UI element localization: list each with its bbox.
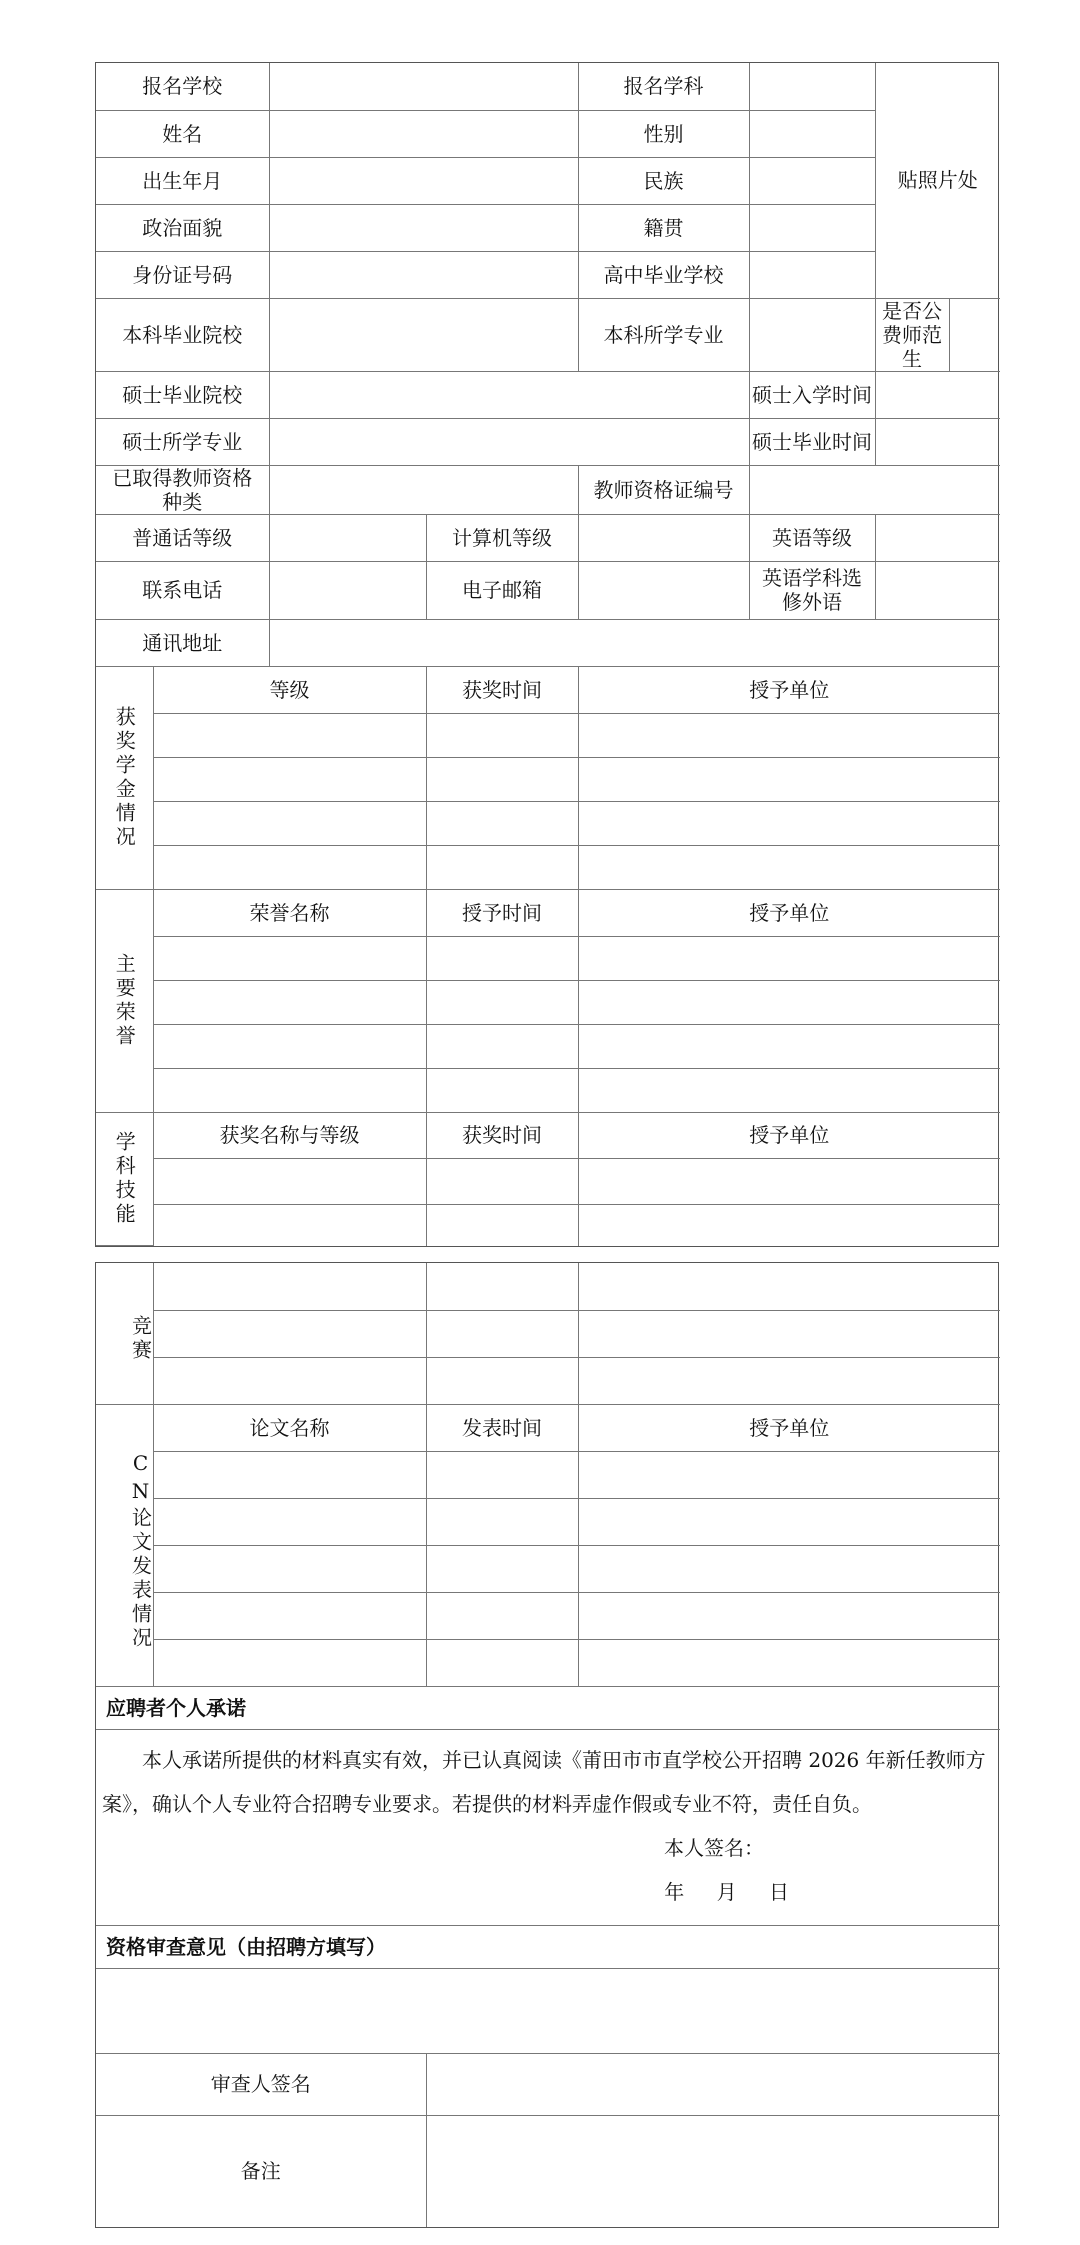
scholarship-cell[interactable] bbox=[426, 713, 578, 757]
high-school-field[interactable] bbox=[749, 251, 875, 298]
competition-cell[interactable] bbox=[578, 1263, 1000, 1310]
competition-cell[interactable] bbox=[426, 1204, 578, 1246]
apply-subject-field[interactable] bbox=[749, 63, 875, 110]
honors-cell[interactable] bbox=[578, 1068, 1000, 1112]
honors-cell[interactable] bbox=[426, 1024, 578, 1068]
reviewer-label-cell bbox=[96, 2053, 426, 2115]
papers-cell[interactable] bbox=[578, 1545, 1000, 1592]
papers-cell[interactable] bbox=[153, 1451, 426, 1498]
papers-cell[interactable] bbox=[578, 1498, 1000, 1545]
competition-section-label: 学科技能 bbox=[96, 1112, 153, 1246]
scholarship-cell[interactable] bbox=[578, 801, 1000, 845]
email-field[interactable] bbox=[578, 561, 749, 619]
competition-cell[interactable] bbox=[426, 1263, 578, 1310]
english-label: 英语等级 bbox=[749, 514, 875, 561]
teacher-cert-no-field[interactable] bbox=[749, 465, 1000, 514]
review-opinion-field[interactable] bbox=[96, 1968, 1000, 2053]
birth-label: 出生年月 bbox=[96, 157, 269, 204]
pledge-date: 年 月 日 bbox=[664, 1879, 789, 1904]
honors-section-label: 主要荣誉 bbox=[96, 889, 153, 1112]
papers-cell[interactable] bbox=[153, 1498, 426, 1545]
ethnicity-field[interactable] bbox=[749, 157, 875, 204]
apply-school-label: 报名学校 bbox=[96, 63, 269, 110]
competition-cell[interactable] bbox=[578, 1310, 1000, 1357]
scholarship-cell[interactable] bbox=[578, 713, 1000, 757]
papers-section-label: CN论文发表情况 bbox=[96, 1404, 153, 1686]
honors-cell[interactable] bbox=[153, 1068, 426, 1112]
name-field[interactable] bbox=[269, 110, 578, 157]
honors-cell[interactable] bbox=[153, 980, 426, 1024]
reviewer-signature-field[interactable] bbox=[426, 2053, 1000, 2115]
form-sheet-2 bbox=[95, 1262, 999, 2228]
bachelor-school-label: 本科毕业院校 bbox=[96, 298, 269, 371]
scholarship-header-unit: 授予单位 bbox=[578, 666, 1000, 713]
honors-header-time: 授予时间 bbox=[426, 889, 578, 936]
papers-cell[interactable] bbox=[153, 1545, 426, 1592]
political-field[interactable] bbox=[269, 204, 578, 251]
registration-table-part1 bbox=[96, 63, 1000, 1246]
computer-field[interactable] bbox=[578, 514, 749, 561]
papers-cell[interactable] bbox=[578, 1639, 1000, 1686]
competition-cell[interactable] bbox=[578, 1204, 1000, 1246]
honors-cell[interactable] bbox=[426, 1068, 578, 1112]
competition-cell[interactable] bbox=[426, 1310, 578, 1357]
papers-header-time: 发表时间 bbox=[426, 1404, 578, 1451]
competition-cell[interactable] bbox=[153, 1310, 426, 1357]
papers-header-title: 论文名称 bbox=[153, 1404, 426, 1451]
papers-cell[interactable] bbox=[426, 1451, 578, 1498]
english-major-field[interactable] bbox=[875, 561, 1000, 619]
competition-cell[interactable] bbox=[153, 1263, 426, 1310]
apply-subject-label: 报名学科 bbox=[578, 63, 749, 110]
remarks-field[interactable] bbox=[426, 2115, 1000, 2227]
honors-header-unit: 授予单位 bbox=[578, 889, 1000, 936]
pledge-signature: 本人签名： bbox=[664, 1835, 764, 1860]
high-school-label: 高中毕业学校 bbox=[578, 251, 749, 298]
registration-table-part2 bbox=[96, 1263, 1000, 2227]
papers-cell[interactable] bbox=[153, 1592, 426, 1639]
honors-cell[interactable] bbox=[578, 1024, 1000, 1068]
master-entry-field[interactable] bbox=[875, 371, 1000, 418]
remarks-label: 备注 bbox=[240, 2159, 281, 2184]
master-major-label: 硕士所学专业 bbox=[96, 418, 269, 465]
papers-cell[interactable] bbox=[426, 1639, 578, 1686]
scholarship-section-label: 获奖学金情况 bbox=[96, 666, 153, 889]
email-label: 电子邮箱 bbox=[426, 561, 578, 619]
address-label: 通讯地址 bbox=[96, 619, 269, 666]
scholarship-cell[interactable] bbox=[578, 845, 1000, 889]
competition-header-name: 获奖名称与等级 bbox=[153, 1112, 426, 1158]
honors-cell[interactable] bbox=[578, 980, 1000, 1024]
competition-cell[interactable] bbox=[578, 1158, 1000, 1204]
name-label: 姓名 bbox=[96, 110, 269, 157]
master-school-label: 硕士毕业院校 bbox=[96, 371, 269, 418]
scholarship-cell[interactable] bbox=[153, 757, 426, 801]
honors-cell[interactable] bbox=[426, 980, 578, 1024]
honors-cell[interactable] bbox=[578, 936, 1000, 980]
bachelor-major-field[interactable] bbox=[749, 298, 875, 371]
papers-cell[interactable] bbox=[426, 1592, 578, 1639]
competition-cell[interactable] bbox=[153, 1357, 426, 1404]
master-major-field[interactable] bbox=[269, 418, 749, 465]
origin-label: 籍贯 bbox=[578, 204, 749, 251]
scholarship-cell[interactable] bbox=[578, 757, 1000, 801]
ethnicity-label: 民族 bbox=[578, 157, 749, 204]
bachelor-major-label: 本科所学专业 bbox=[578, 298, 749, 371]
competition-section-label-cont: 竞赛 bbox=[96, 1263, 153, 1404]
computer-label: 计算机等级 bbox=[426, 514, 578, 561]
english-major-label: 英语学科选修外语 bbox=[749, 561, 875, 619]
master-grad-field[interactable] bbox=[875, 418, 1000, 465]
papers-cell[interactable] bbox=[153, 1639, 426, 1686]
papers-header-unit: 授予单位 bbox=[578, 1404, 1000, 1451]
papers-cell[interactable] bbox=[578, 1592, 1000, 1639]
master-grad-label: 硕士毕业时间 bbox=[749, 418, 875, 465]
political-label: 政治面貌 bbox=[96, 204, 269, 251]
birth-field[interactable] bbox=[269, 157, 578, 204]
free-normal-label: 是否公费师范生 bbox=[875, 298, 949, 371]
free-normal-field[interactable] bbox=[949, 298, 1000, 371]
papers-cell[interactable] bbox=[578, 1451, 1000, 1498]
phone-field[interactable] bbox=[269, 561, 426, 619]
remarks-label-cell bbox=[96, 2115, 426, 2227]
honors-cell[interactable] bbox=[153, 1024, 426, 1068]
competition-cell[interactable] bbox=[578, 1357, 1000, 1404]
reviewer-label: 审查人签名 bbox=[210, 2072, 311, 2096]
honors-header-name: 荣誉名称 bbox=[153, 889, 426, 936]
review-title: 资格审查意见（由招聘方填写） bbox=[96, 1925, 1000, 1968]
papers-cell[interactable] bbox=[426, 1545, 578, 1592]
bachelor-school-field[interactable] bbox=[269, 298, 578, 371]
competition-cell[interactable] bbox=[426, 1158, 578, 1204]
mandarin-label: 普通话等级 bbox=[96, 514, 269, 561]
honors-cell[interactable] bbox=[426, 936, 578, 980]
scholarship-cell[interactable] bbox=[426, 845, 578, 889]
competition-cell[interactable] bbox=[153, 1204, 426, 1246]
address-field[interactable] bbox=[269, 619, 1000, 666]
teacher-cert-type-label: 已取得教师资格种类 bbox=[96, 465, 269, 514]
scholarship-cell[interactable] bbox=[153, 801, 426, 845]
id-number-field[interactable] bbox=[269, 251, 578, 298]
phone-label: 联系电话 bbox=[96, 561, 269, 619]
honors-cell[interactable] bbox=[153, 936, 426, 980]
apply-school-field[interactable] bbox=[269, 63, 578, 110]
form-sheet-1 bbox=[95, 62, 999, 1247]
scholarship-header-level: 等级 bbox=[153, 666, 426, 713]
pledge-block bbox=[96, 1729, 1000, 1925]
teacher-cert-type-field[interactable] bbox=[269, 465, 578, 514]
competition-header-unit: 授予单位 bbox=[578, 1112, 1000, 1158]
scholarship-cell[interactable] bbox=[153, 845, 426, 889]
master-school-field[interactable] bbox=[269, 371, 749, 418]
id-number-label: 身份证号码 bbox=[96, 251, 269, 298]
gender-field[interactable] bbox=[749, 110, 875, 157]
scholarship-cell[interactable] bbox=[153, 713, 426, 757]
origin-field[interactable] bbox=[749, 204, 875, 251]
pledge-title: 应聘者个人承诺 bbox=[96, 1686, 1000, 1729]
pledge-text: 本人承诺所提供的材料真实有效，并已认真阅读《莆田市市直学校公开招聘 2026 年新任教师方案》，确认个人专业符合招聘专业要求。若提供的材料弄虚作假或专业不符，责任自负。 bbox=[102, 1747, 986, 1816]
competition-cell[interactable] bbox=[426, 1357, 578, 1404]
mandarin-field[interactable] bbox=[269, 514, 426, 561]
scholarship-header-time: 获奖时间 bbox=[426, 666, 578, 713]
papers-cell[interactable] bbox=[426, 1498, 578, 1545]
master-entry-label: 硕士入学时间 bbox=[749, 371, 875, 418]
gender-label: 性别 bbox=[578, 110, 749, 157]
scholarship-cell[interactable] bbox=[426, 801, 578, 845]
scholarship-cell[interactable] bbox=[426, 757, 578, 801]
english-field[interactable] bbox=[875, 514, 1000, 561]
teacher-cert-no-label: 教师资格证编号 bbox=[578, 465, 749, 514]
photo-area[interactable]: 贴照片处 bbox=[875, 63, 1000, 298]
competition-cell[interactable] bbox=[153, 1158, 426, 1204]
competition-header-time: 获奖时间 bbox=[426, 1112, 578, 1158]
